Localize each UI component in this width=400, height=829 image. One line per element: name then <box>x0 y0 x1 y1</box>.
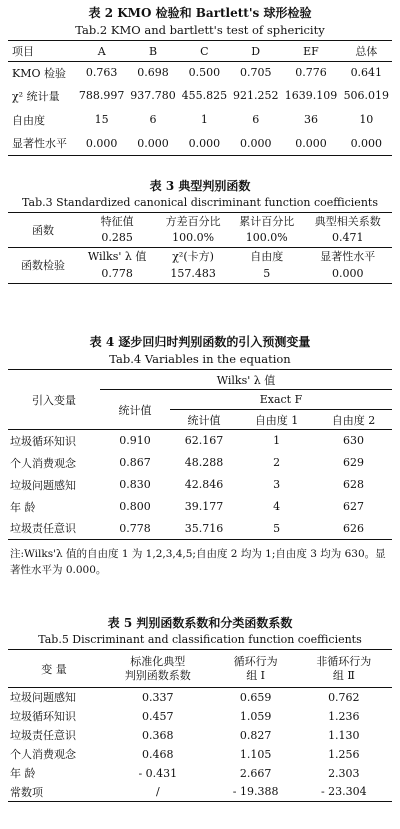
table-4 <box>8 333 392 578</box>
table-5 <box>8 614 392 802</box>
table-3-caption-cn: 表 3 典型判别函数 <box>149 179 251 193</box>
table-header-cell: 标准化典型 判别函数系数 <box>124 654 191 682</box>
table-cell: 39.177 <box>184 500 224 513</box>
table-header-cell: 典型相关系数 <box>314 215 381 228</box>
table-cell: 0.457 <box>142 709 174 723</box>
table-cell: 0.000 <box>239 136 272 150</box>
table-cell: 0.778 <box>119 521 151 535</box>
table-header-cell: 总体 <box>355 45 378 58</box>
table-cell: 0.471 <box>332 231 364 245</box>
table-cell: 垃圾责任意识 <box>10 522 76 536</box>
table-cell: - 23.304 <box>320 785 367 799</box>
table-row <box>8 783 392 802</box>
table-cell: 1.105 <box>239 747 272 761</box>
table-4-wilks-header: Wilks' λ 值 <box>100 370 392 390</box>
table-cell: 506.019 <box>343 89 390 102</box>
table-4-caption-cn: 表 4 逐步回归时判别函数的引入预测变量 <box>89 335 311 349</box>
table-cell: 1639.109 <box>284 89 338 102</box>
table-4-grid <box>8 369 392 540</box>
table-cell: 1.236 <box>328 709 360 723</box>
table-cell: 0.910 <box>119 434 151 448</box>
table-header-cell: 特征值 <box>100 215 134 228</box>
table-cell: 0.000 <box>350 136 383 150</box>
table-cell: 5 <box>263 267 271 281</box>
table-4-note: 注:Wilks'λ 值的自由度 1 为 1,2,3,4,5;自由度 2 均为 1;自由度 3 均为 630。显著性水平为 0.000。 <box>10 548 386 576</box>
table-2-grid <box>8 40 392 156</box>
table-cell: 1 <box>200 113 208 126</box>
table-row <box>8 430 392 452</box>
table-cell: 100.0% <box>245 231 288 245</box>
table-row <box>8 496 392 518</box>
table-cell: 628 <box>343 478 365 491</box>
table-header-cell: χ²(卡方) <box>172 250 214 264</box>
table-cell: 0.776 <box>295 66 327 80</box>
table-header-cell: EF <box>303 44 319 58</box>
table-header-cell: 变 量 <box>41 662 67 676</box>
table-cell: 0.763 <box>85 66 118 80</box>
table-cell: 10 <box>359 113 374 126</box>
table-5-header-row <box>8 650 392 688</box>
table-header-cell: D <box>251 44 261 58</box>
table-2-caption-en: Tab.2 KMO and bartlett's test of sphericity <box>75 23 325 37</box>
table-row <box>8 474 392 496</box>
table-4-var-header: 引入变量 <box>32 393 76 407</box>
table-row <box>8 518 392 540</box>
table-5-caption-cn: 表 5 判别函数系数和分类函数系数 <box>107 616 293 630</box>
table-row <box>8 688 392 707</box>
table-cell: 0.830 <box>119 478 151 491</box>
table-cell: 垃圾循环知识 <box>10 434 76 448</box>
table-2 <box>8 4 392 156</box>
table-3-grid <box>8 212 392 284</box>
table-header-cell: 统计值 <box>187 413 221 427</box>
table-cell: 0.337 <box>142 690 174 704</box>
table-cell: KMO 检验 <box>12 66 66 80</box>
table-cell: 个人消费观念 <box>10 748 76 761</box>
table-cell: 6 <box>252 113 260 126</box>
table-cell: 1.059 <box>239 709 272 723</box>
table-cell: 626 <box>343 521 365 535</box>
table-cell: 48.288 <box>184 456 224 469</box>
table-row <box>8 764 392 783</box>
table-header-cell: 项目 <box>12 45 34 58</box>
table-cell: 垃圾问题感知 <box>10 691 76 705</box>
table-cell: 937.780 <box>130 89 176 102</box>
table-cell: 垃圾责任意识 <box>10 729 76 742</box>
table-cell: 垃圾循环知识 <box>10 710 76 723</box>
table-header-cell: B <box>148 44 158 58</box>
table-row <box>8 108 392 132</box>
table-cell: 0.698 <box>137 66 169 80</box>
table-cell: 0.778 <box>101 267 133 281</box>
table-header-cell: 方差百分比 <box>165 215 221 228</box>
table-2-caption-cn: 表 2 KMO 检验和 Bartlett's 球形检验 <box>88 6 312 20</box>
table-header-cell: Wilks' λ 值 <box>87 250 147 264</box>
table-cell: 0.762 <box>328 690 360 704</box>
table-header-cell: 自由度 1 <box>254 413 299 427</box>
table-4-caption-en: Tab.4 Variables in the equation <box>109 352 291 366</box>
table-cell: 36 <box>304 113 318 126</box>
table-cell: 个人消费观念 <box>10 456 76 470</box>
table-cell: 62.167 <box>184 434 224 448</box>
table-cell: 0.867 <box>119 456 151 469</box>
table-header-cell: A <box>97 44 106 58</box>
table-cell: 0.500 <box>188 66 221 80</box>
table-cell: 0.368 <box>142 728 174 742</box>
table-cell: 0.000 <box>85 136 118 150</box>
table-cell: 0.285 <box>101 231 133 245</box>
table-cell: 0.705 <box>239 66 272 80</box>
table-cell: 629 <box>343 456 365 469</box>
table-header-cell: 累计百分比 <box>239 215 295 228</box>
table-row <box>8 745 392 764</box>
table-5-caption-en: Tab.5 Discriminant and classification function coefficients <box>38 633 362 646</box>
table-cell: 6 <box>149 113 157 126</box>
table-header-cell: 显著性水平 <box>320 250 376 264</box>
table-row <box>8 84 392 108</box>
table-5-grid <box>8 649 392 802</box>
table-cell: 0.000 <box>137 136 169 150</box>
table-4-exactf-header: Exact F <box>170 390 392 410</box>
table-cell: 2.667 <box>239 766 272 780</box>
table-cell: 年 龄 <box>10 767 36 780</box>
table-cell: 5 <box>273 521 281 535</box>
table-2-header-row <box>8 41 392 62</box>
table-header-cell: 循环行为 组 Ⅰ <box>233 654 278 682</box>
table-header-cell: 非循环行为 组 Ⅱ <box>316 654 372 682</box>
table-cell: 1 <box>273 434 281 448</box>
table-header-cell: C <box>200 44 209 58</box>
table-cell: 630 <box>343 434 365 448</box>
table-cell: 0.000 <box>188 136 221 150</box>
table-row <box>8 707 392 726</box>
table-cell: 2.303 <box>328 766 360 780</box>
table-row <box>8 452 392 474</box>
table-header-cell: 自由度 <box>250 250 284 264</box>
table-cell: 0.641 <box>350 66 383 80</box>
table-cell: 455.825 <box>181 89 228 102</box>
table-cell: 788.997 <box>78 89 125 102</box>
table-cell: 0.468 <box>142 747 174 761</box>
table-3-header-row <box>8 247 392 265</box>
table-cell: 157.483 <box>170 267 216 281</box>
table-cell: 0.000 <box>295 136 327 150</box>
table-cell: - 0.431 <box>138 766 178 780</box>
table-cell: 常数项 <box>10 785 43 799</box>
table-cell: 627 <box>343 500 365 513</box>
table-3-caption-en: Tab.3 Standardized canonical discriminant function coefficients <box>22 196 378 209</box>
table-row <box>8 726 392 745</box>
table-cell: 1.130 <box>328 728 360 742</box>
table-cell: 4 <box>273 500 281 513</box>
table-3-row-label: 函数 <box>32 223 54 237</box>
table-cell: 显著性水平 <box>12 137 67 151</box>
table-cell: 921.252 <box>232 89 279 102</box>
table-cell: 35.716 <box>184 521 224 535</box>
table-3-header-row <box>8 213 392 230</box>
table-3 <box>8 177 392 284</box>
table-cell: 42.846 <box>184 478 224 491</box>
table-cell: 2 <box>273 456 281 469</box>
table-4-header-row <box>8 370 392 390</box>
table-cell: 0.659 <box>239 690 272 704</box>
table-cell: 100.0% <box>172 231 215 245</box>
table-cell: / <box>155 785 160 799</box>
table-cell: 3 <box>273 478 281 491</box>
table-cell: - 19.388 <box>232 785 279 799</box>
table-cell: 0.827 <box>239 728 272 742</box>
table-row <box>8 132 392 156</box>
table-header-cell: 自由度 2 <box>331 413 376 427</box>
table-cell: 15 <box>94 113 109 126</box>
table-4-stat-header: 统计值 <box>118 403 152 417</box>
table-cell: 0.800 <box>119 500 151 513</box>
table-cell: 0.000 <box>332 267 364 281</box>
table-cell: 自由度 <box>12 113 45 127</box>
table-row <box>8 62 392 84</box>
table-3-row-label: 函数检验 <box>21 259 65 272</box>
table-cell: χ² 统计量 <box>12 89 60 103</box>
table-cell: 年 龄 <box>10 500 36 514</box>
table-cell: 垃圾问题感知 <box>10 478 76 492</box>
table-cell: 1.256 <box>328 747 360 761</box>
